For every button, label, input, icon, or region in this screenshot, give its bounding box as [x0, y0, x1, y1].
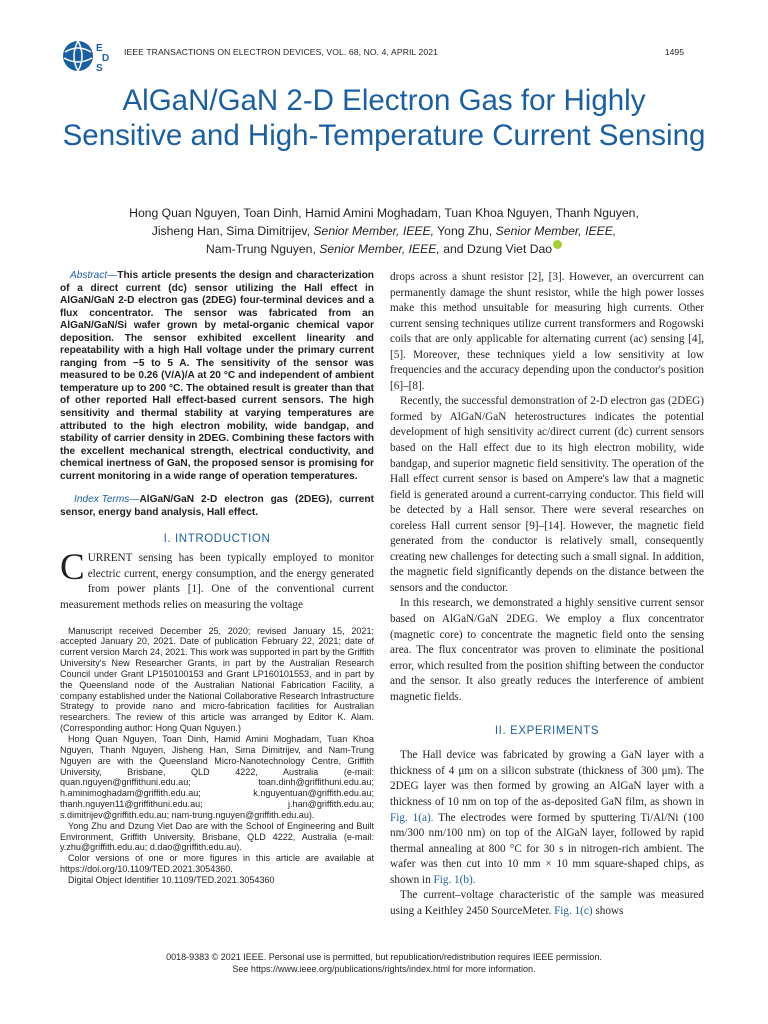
authors-line-1: Hong Quan Nguyen, Toan Dinh, Hamid Amini Moghadam, Tuan Khoa Nguyen, Thanh Nguyen, [129, 206, 639, 220]
paragraph-fabrication [390, 748, 704, 888]
index-terms-text: AlGaN/GaN 2-D electron gas (2DEG), current sensor, energy band analysis, Hall effect. [60, 494, 374, 518]
copyright-line-1: 0018-9383 © 2021 IEEE. Personal use is permitted, but republication/redistribution requires IEEE permission. [166, 952, 602, 962]
abstract-text: This article presents the design and characterization of a direct current (dc) sensor utilizing the Hall effect in AlGaN/GaN 2-D electron gas (2DEG) four-terminal devices and a flux concentrator. The sensor was fabricated from an AlGaN/GaN/Si wafer grown by metal-organic chemical vapor deposition. The sensor exhibited excellent linearity and repeatability with a high Hall voltage under the primary current ranging from −5 to 5 A. The sensitivity of the sensor was measured to be 0.26 (V/A)/A at 20 °C and independent of ambient temperature up to 200 °C. The obtained result is greater than that of other reported Hall effect-based current sensors. The high sensitivity and thermal stability at varying temperatures are attributed to the high electron mobility, wide bandgap, and stability of carrier density in 2DEG. Combining these factors with the excellent mechanical strength, electrical conductivity, and chemical inertness of GaN, the proposed sensor is promising for current monitoring in a wide range of operation temperatures. [60, 270, 374, 482]
section-heading-experiments: II. EXPERIMENTS [494, 725, 600, 738]
abstract-label: Abstract— [70, 270, 118, 281]
intro-paragraph [60, 547, 374, 613]
svg-text:D: D [102, 53, 110, 64]
footnote-affiliation-1: Hong Quan Nguyen, Toan Dinh, Hamid Amini Moghadam, Tuan Khoa Nguyen, Thanh Nguyen, Jisheng Han, Sima Dimitrijev, and Nam-Trung Nguyen are with the Queensland Micro-Nanotechnology Centre, Griffith University, Brisbane, QLD 4222, Australia (e-mail: quan.nguyen@griffithuni.edu.au; toan.dinh@griffithuni.edu.au; h.aminimoghadam@griffith.edu.au; k.nguyentuan@griffith.edu.au; thanh.nguyen11@griffithuni.edu.au; j.han@griffith.edu.au; s.dimitrijev@griffith.edu.au; nam-trung.nguyen@griffith.edu.au). [60, 734, 374, 820]
paragraph-research: In this research, we demonstrated a highly sensitive current sensor based on AlGaN/GaN 2DEG. We employ a flux concentrator (magnetic core) to concentrate the magnetic field onto the sensing area. The flux concentrator was proven to eliminate the positional error, which resulted from the position shifting between the conductor and the sensor. It also greatly reduces the interference of ambient magnetic fields. [390, 597, 704, 703]
authors-line-2a: Jisheng Han, Sima Dimitrijev, [151, 224, 311, 238]
right-column [390, 270, 704, 919]
fig-1a-link[interactable]: Fig. 1(a). [390, 811, 434, 824]
journal-header: IEEE TRANSACTIONS ON ELECTRON DEVICES, VOL. 68, NO. 4, APRIL 2021 [124, 47, 439, 57]
authors-line-2c: Yong Zhu, [437, 224, 493, 238]
authors-line-3a: Nam-Trung Nguyen, [205, 242, 316, 256]
paragraph-shunt: drops across a shunt resistor [2], [3]. However, an overcurrent can permanently damage the shunt resistor, while the high power losses make this method unsuitable for measuring high currents. Other current sensing techniques utilize current transformers and Rogowski coils that are only applicable for alternating current (ac) sensing [4], [5]. Moreover, these techniques yield a low sensitivity at low frequencies and the accuracy depending upon the conductor's position [6]–[8]. [390, 271, 704, 392]
article-title: AlGaN/GaN 2-D Electron Gas for Highly Sensitive and High-Temperature Current Sensing [62, 84, 706, 152]
fabrication-text-b: The electrodes were formed by sputtering Ti/Al/Ni (100 nm/300 nm/100 nm) on top of the AlGaN layer, followed by rapid thermal annealing at 800 °C for 30 s in nitrogen-rich ambient. The wafer was then cut into 10 mm × 10 mm square-shaped chips, as shown in [390, 811, 704, 886]
footnote-color-versions: Color versions of one or more figures in this article are available at https://doi.org/10.1109/TED.2021.3054360. [60, 853, 374, 875]
section-heading-introduction: I. INTRODUCTION [163, 533, 271, 546]
copyright-line-2: See https://www.ieee.org/publications/rights/index.html for more information. [232, 963, 536, 974]
abstract [60, 270, 374, 483]
footnote-manuscript: Manuscript received December 25, 2020; revised January 15, 2021; accepted January 20, 2021. Date of publication February 22, 2021; date of current version March 24, 2021. This work was supported in part by the Griffith University's New Researcher Grants, in part by the Australian Research Council under Grant LP150100153 and Grant LP160101553, and in part by the Queensland node of the Australian National Fabrication Facility, a company established under the National Collaborative Research Infrastructure Strategy to provide nano and micro-fabrication facilities for Australian researchers. The review of this article was arranged by Editor K. Alam. (Corresponding author: Hong Quan Nguyen.) [60, 625, 374, 734]
paragraph-iv [390, 888, 704, 919]
authors-line-2b: Senior Member, IEEE, [313, 224, 434, 238]
authors-line-3c: and Dzung Viet Dao [443, 242, 553, 256]
eds-logo [60, 38, 120, 74]
index-terms [60, 494, 374, 519]
right-body [390, 270, 704, 705]
drop-cap: C [60, 547, 85, 589]
footnote-doi: Digital Object Identifier 10.1109/TED.2021.3054360 [68, 874, 275, 885]
iv-text-a: The current–voltage characteristic of the sample was measured using a Keithley 2450 SourceMeter. [390, 889, 704, 917]
authors-line-2d: Senior Member, IEEE, [495, 224, 617, 238]
fabrication-text-a: The Hall device was fabricated by growing a GaN layer with a thickness of 4 μm on a silicon substrate (thickness of 300 μm). The 2DEG layer was then formed by growing an AlGaN layer with a thickness of 10 nm on top of the as-deposited GaN film, as shown in [390, 749, 704, 808]
svg-text:S: S [96, 63, 103, 74]
footnotes [60, 626, 374, 886]
fig-1b-link[interactable]: Fig. 1(b). [433, 873, 476, 886]
experiments-body [390, 748, 704, 919]
page-number: 1495 [664, 47, 684, 57]
index-terms-label: Index Terms— [74, 494, 140, 506]
svg-text:E: E [96, 43, 103, 54]
left-column [60, 270, 374, 886]
iv-text-b: shows [595, 904, 624, 917]
copyright-notice [60, 952, 708, 975]
footnote-affiliation-2: Yong Zhu and Dzung Viet Dao are with the School of Engineering and Built Environment, Griffith University, Brisbane, QLD 4222, Australia (e-mail: y.zhu@griffith.edu.au; d.dao@griffith.edu.au). [60, 820, 374, 853]
paragraph-2deg: Recently, the successful demonstration of 2-D electron gas (2DEG) formed by AlGaN/GaN heterostructures indicates the potential development of high sensitivity ac/direct current (dc) current sensors based on the Hall effect due to its high electron mobility, wide bandgap, and superior magnetic field sensitivity. The operation of the Hall effect current sensor is based on Ampere's law that a magnetic field is generated around a current-carrying conductor. This field will be detected by a Hall sensor. There were several researches on coreless Hall current sensor [9]–[14]. However, the magnetic field generated from the conductor is relatively small, consequently creating new challenges for detecting such a small signal. In addition, the magnetic field significantly depends on the distance between the sensors and the conductor. [390, 395, 704, 594]
orcid-icon[interactable] [553, 240, 562, 249]
fig-1c-link[interactable]: Fig. 1(c) [554, 904, 593, 917]
intro-text: URRENT sensing has been typically employed to monitor electric current, energy consumption, and the energy generated from power plants [1]. One of the conventional current measurement methods relies on measuring the voltage [60, 552, 374, 612]
author-list [60, 204, 708, 258]
authors-line-3b: Senior Member, IEEE, [319, 242, 440, 256]
